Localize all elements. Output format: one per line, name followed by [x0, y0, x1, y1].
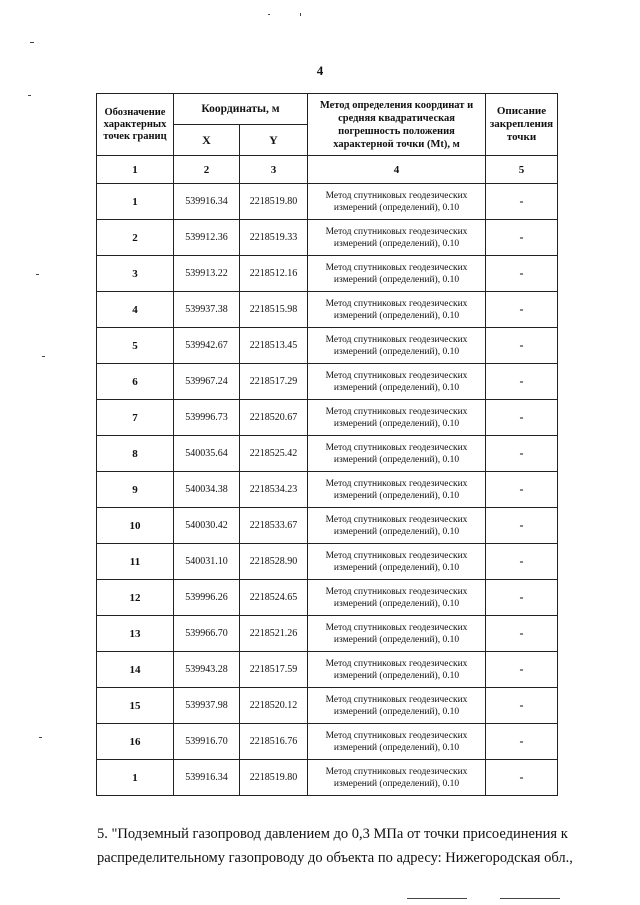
table-row: [97, 580, 558, 616]
description-cell: -: [486, 220, 558, 256]
scan-speck: [28, 95, 31, 96]
point-cell: 3: [97, 256, 174, 292]
point-cell: 2: [97, 220, 174, 256]
point-cell: 13: [97, 616, 174, 652]
table-row: [97, 544, 558, 580]
x-cell: 539966.70: [174, 616, 240, 652]
x-cell: 539937.38: [174, 292, 240, 328]
point-cell: 1: [97, 760, 174, 796]
column-number: 4: [308, 156, 486, 184]
table-row: [97, 400, 558, 436]
paragraph-text: [97, 822, 573, 870]
method-cell: Метод спутниковых геодезических измерений (определений), 0.10: [308, 472, 486, 508]
point-cell: 4: [97, 292, 174, 328]
y-cell: 2218517.59: [240, 652, 308, 688]
y-cell: 2218519.33: [240, 220, 308, 256]
x-cell: 539912.36: [174, 220, 240, 256]
table-row: [97, 292, 558, 328]
table-row: [97, 724, 558, 760]
header-designation: Обозначение характерных точек границ: [97, 94, 174, 156]
method-cell: Метод спутниковых геодезических измерений (определений), 0.10: [308, 364, 486, 400]
y-cell: 2218516.76: [240, 724, 308, 760]
x-cell: 539916.34: [174, 184, 240, 220]
description-cell: -: [486, 292, 558, 328]
column-number: 5: [486, 156, 558, 184]
description-cell: -: [486, 616, 558, 652]
y-cell: 2218513.45: [240, 328, 308, 364]
paragraph-line: 5. "Подземный газопровод давлением до 0,3 МПа от точки присоединения к: [97, 826, 568, 842]
y-cell: 2218524.65: [240, 580, 308, 616]
table-row: [97, 472, 558, 508]
x-cell: 540035.64: [174, 436, 240, 472]
table-row: [97, 760, 558, 796]
scan-speck: [500, 898, 560, 899]
method-cell: Метод спутниковых геодезических измерений (определений), 0.10: [308, 292, 486, 328]
point-cell: 12: [97, 580, 174, 616]
point-cell: 10: [97, 508, 174, 544]
description-cell: -: [486, 760, 558, 796]
method-cell: Метод спутниковых геодезических измерений (определений), 0.10: [308, 256, 486, 292]
description-cell: -: [486, 472, 558, 508]
description-cell: -: [486, 328, 558, 364]
column-number: 2: [174, 156, 240, 184]
scan-speck: [30, 42, 34, 43]
y-cell: 2218520.67: [240, 400, 308, 436]
x-cell: 539916.70: [174, 724, 240, 760]
coordinates-table: [96, 93, 558, 796]
description-cell: -: [486, 508, 558, 544]
table-row: [97, 184, 558, 220]
table-row: [97, 364, 558, 400]
y-cell: 2218519.80: [240, 184, 308, 220]
table-row: [97, 256, 558, 292]
header-y: Y: [240, 125, 308, 156]
method-cell: Метод спутниковых геодезических измерений (определений), 0.10: [308, 508, 486, 544]
x-cell: 540034.38: [174, 472, 240, 508]
method-cell: Метод спутниковых геодезических измерений (определений), 0.10: [308, 436, 486, 472]
page-number: 4: [316, 63, 324, 78]
scan-speck: [42, 356, 45, 357]
description-cell: -: [486, 652, 558, 688]
method-cell: Метод спутниковых геодезических измерений (определений), 0.10: [308, 652, 486, 688]
description-cell: -: [486, 400, 558, 436]
method-cell: Метод спутниковых геодезических измерений (определений), 0.10: [308, 184, 486, 220]
x-cell: 539996.26: [174, 580, 240, 616]
point-cell: 8: [97, 436, 174, 472]
point-cell: 15: [97, 688, 174, 724]
point-cell: 6: [97, 364, 174, 400]
y-cell: 2218533.67: [240, 508, 308, 544]
column-number-row: [97, 156, 558, 184]
paragraph-line: распределительному газопроводу до объекта по адресу: Нижегородская обл.,: [97, 850, 573, 866]
table-row: [97, 616, 558, 652]
y-cell: 2218520.12: [240, 688, 308, 724]
y-cell: 2218521.26: [240, 616, 308, 652]
x-cell: 539996.73: [174, 400, 240, 436]
description-cell: -: [486, 436, 558, 472]
y-cell: 2218515.98: [240, 292, 308, 328]
header-x: X: [174, 125, 240, 156]
table-row: [97, 652, 558, 688]
y-cell: 2218528.90: [240, 544, 308, 580]
column-number: 3: [240, 156, 308, 184]
scan-speck: [407, 898, 467, 899]
description-cell: -: [486, 256, 558, 292]
description-cell: -: [486, 688, 558, 724]
x-cell: 539943.28: [174, 652, 240, 688]
x-cell: 539942.67: [174, 328, 240, 364]
description-cell: -: [486, 364, 558, 400]
point-cell: 7: [97, 400, 174, 436]
point-cell: 16: [97, 724, 174, 760]
method-cell: Метод спутниковых геодезических измерений (определений), 0.10: [308, 688, 486, 724]
scan-speck: [268, 14, 270, 15]
table-row: [97, 688, 558, 724]
point-cell: 5: [97, 328, 174, 364]
point-cell: 1: [97, 184, 174, 220]
x-cell: 540030.42: [174, 508, 240, 544]
point-cell: 11: [97, 544, 174, 580]
description-cell: -: [486, 184, 558, 220]
scan-speck: [36, 274, 39, 275]
method-cell: Метод спутниковых геодезических измерений (определений), 0.10: [308, 400, 486, 436]
table-row: [97, 328, 558, 364]
header-description: Описание закрепления точки: [486, 94, 558, 156]
column-number: 1: [97, 156, 174, 184]
method-cell: Метод спутниковых геодезических измерений (определений), 0.10: [308, 760, 486, 796]
scan-speck: [300, 13, 301, 16]
method-cell: Метод спутниковых геодезических измерений (определений), 0.10: [308, 328, 486, 364]
y-cell: 2218517.29: [240, 364, 308, 400]
method-cell: Метод спутниковых геодезических измерений (определений), 0.10: [308, 616, 486, 652]
x-cell: 539913.22: [174, 256, 240, 292]
scan-speck: [39, 737, 42, 738]
x-cell: 540031.10: [174, 544, 240, 580]
description-cell: -: [486, 544, 558, 580]
y-cell: 2218534.23: [240, 472, 308, 508]
x-cell: 539967.24: [174, 364, 240, 400]
table-row: [97, 436, 558, 472]
point-cell: 14: [97, 652, 174, 688]
point-cell: 9: [97, 472, 174, 508]
method-cell: Метод спутниковых геодезических измерений (определений), 0.10: [308, 724, 486, 760]
table-row: [97, 220, 558, 256]
y-cell: 2218519.80: [240, 760, 308, 796]
method-cell: Метод спутниковых геодезических измерений (определений), 0.10: [308, 544, 486, 580]
header-method: Метод определения координат и средняя квадратическая погрешность положения характерной точки (Mt), м: [308, 94, 486, 156]
method-cell: Метод спутниковых геодезических измерений (определений), 0.10: [308, 580, 486, 616]
header-coordinates: Координаты, м: [174, 94, 308, 125]
description-cell: -: [486, 724, 558, 760]
x-cell: 539937.98: [174, 688, 240, 724]
table-row: [97, 508, 558, 544]
description-cell: -: [486, 580, 558, 616]
y-cell: 2218525.42: [240, 436, 308, 472]
method-cell: Метод спутниковых геодезических измерений (определений), 0.10: [308, 220, 486, 256]
y-cell: 2218512.16: [240, 256, 308, 292]
x-cell: 539916.34: [174, 760, 240, 796]
